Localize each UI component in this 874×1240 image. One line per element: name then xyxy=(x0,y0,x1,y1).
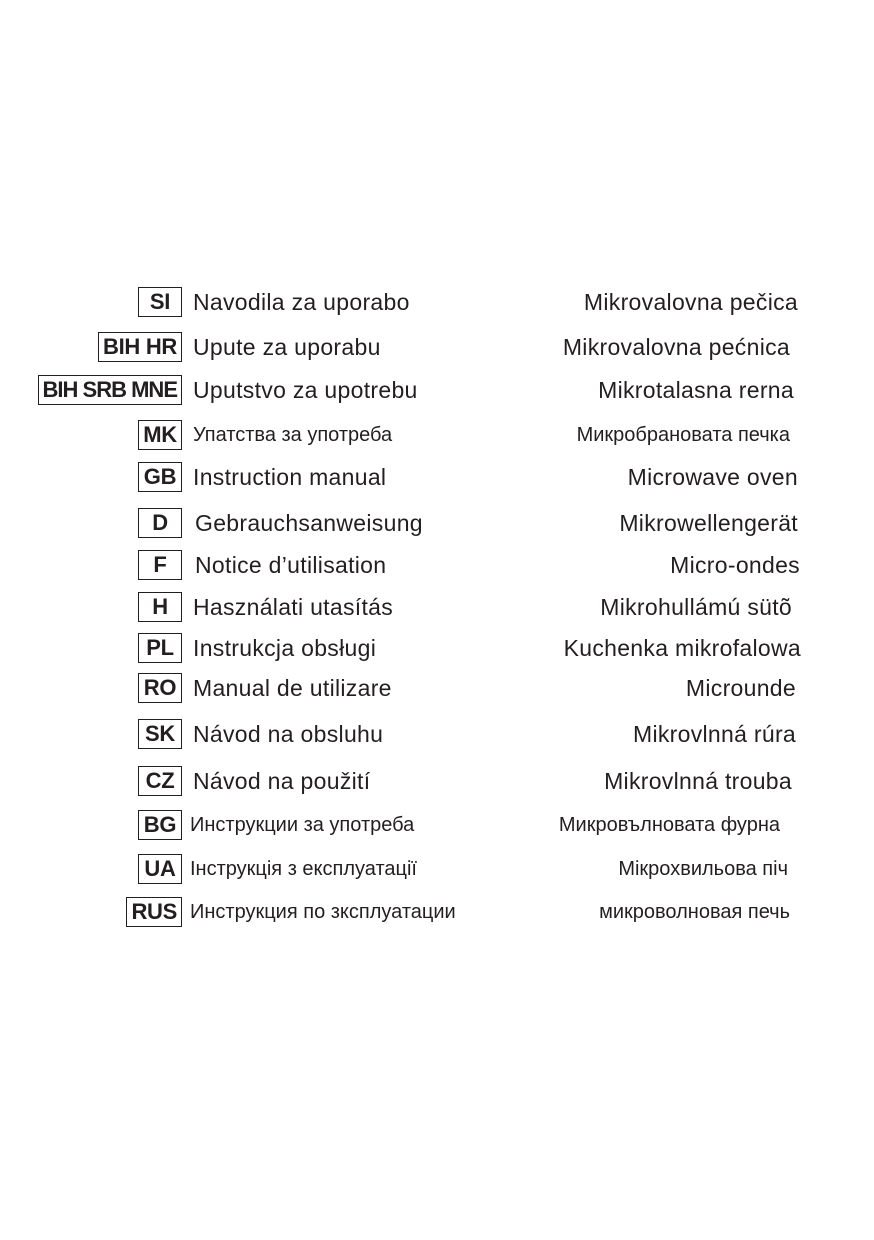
manual-title: Használati utasítás xyxy=(193,594,394,620)
manual-title: Инструкции за употреба xyxy=(190,814,415,836)
language-code-badge: UA xyxy=(138,854,182,884)
manual-title: Návod na použití xyxy=(193,768,371,794)
language-code-badge: CZ xyxy=(138,766,182,796)
language-code-badge: D xyxy=(138,508,182,538)
manual-title: Упатства за употреба xyxy=(193,424,393,446)
product-name: микроволновая печь xyxy=(599,901,790,923)
product-name: Mikrohullámú sütõ xyxy=(600,594,792,620)
manual-title: Notice d’utilisation xyxy=(195,552,387,578)
manual-title: Інструкція з експлуатації xyxy=(190,858,417,880)
language-row-ua xyxy=(0,852,874,892)
language-code-badge: BIH HR xyxy=(98,332,182,362)
product-name: Mikrovalovna pećnica xyxy=(562,334,790,360)
product-name: Mikrovlnná trouba xyxy=(604,768,792,794)
product-name: Mikrowellengerät xyxy=(619,510,798,536)
language-row-d xyxy=(0,506,874,546)
language-code-badge: BIH SRB MNE xyxy=(38,375,182,405)
language-code-badge: F xyxy=(138,550,182,580)
product-name: Микробрановата печка xyxy=(576,424,790,446)
language-row-h xyxy=(0,590,874,630)
product-name: Mikrovlnná rúra xyxy=(633,721,796,747)
product-name: Micro-ondes xyxy=(670,552,800,578)
manual-title: Gebrauchsanweisung xyxy=(195,510,423,536)
manual-title: Инструкция по зксплуатации xyxy=(190,901,456,923)
manual-title: Uputstvo za upotrebu xyxy=(193,377,418,403)
language-code-badge: SI xyxy=(138,287,182,317)
manual-title: Instrukcja obsługi xyxy=(193,635,377,661)
language-row-si xyxy=(0,285,874,325)
language-code-badge: H xyxy=(138,592,182,622)
language-row-mk xyxy=(0,418,874,458)
manual-title: Upute za uporabu xyxy=(193,334,381,360)
language-code-badge: RUS xyxy=(126,897,182,927)
manual-title: Instruction manual xyxy=(193,464,387,490)
language-row-bg xyxy=(0,808,874,848)
product-name: Мікрохвильова піч xyxy=(618,858,788,880)
language-code-badge: MK xyxy=(138,420,182,450)
language-row-sk xyxy=(0,717,874,757)
language-row-cz xyxy=(0,764,874,804)
product-name: Kuchenka mikrofalowa xyxy=(563,635,801,661)
language-row-bih-hr xyxy=(0,330,874,370)
language-row-bih-srb-mne xyxy=(0,373,874,413)
language-row-ro xyxy=(0,671,874,711)
language-row-f xyxy=(0,548,874,588)
language-row-pl xyxy=(0,631,874,671)
language-code-badge: PL xyxy=(138,633,182,663)
manual-title: Navodila za uporabo xyxy=(193,289,410,315)
language-code-badge: SK xyxy=(138,719,182,749)
product-name: Mikrotalasna rerna xyxy=(598,377,794,403)
language-code-badge: BG xyxy=(138,810,182,840)
product-name: Mikrovalovna pečica xyxy=(583,289,798,315)
language-row-rus xyxy=(0,895,874,935)
product-name: Microunde xyxy=(685,675,796,701)
product-name: Microwave oven xyxy=(627,464,798,490)
manual-title: Manual de utilizare xyxy=(193,675,392,701)
product-name: Микровълновата фурна xyxy=(558,814,780,836)
language-code-badge: GB xyxy=(138,462,182,492)
manual-title: Návod na obsluhu xyxy=(193,721,384,747)
language-row-gb xyxy=(0,460,874,500)
language-code-badge: RO xyxy=(138,673,182,703)
